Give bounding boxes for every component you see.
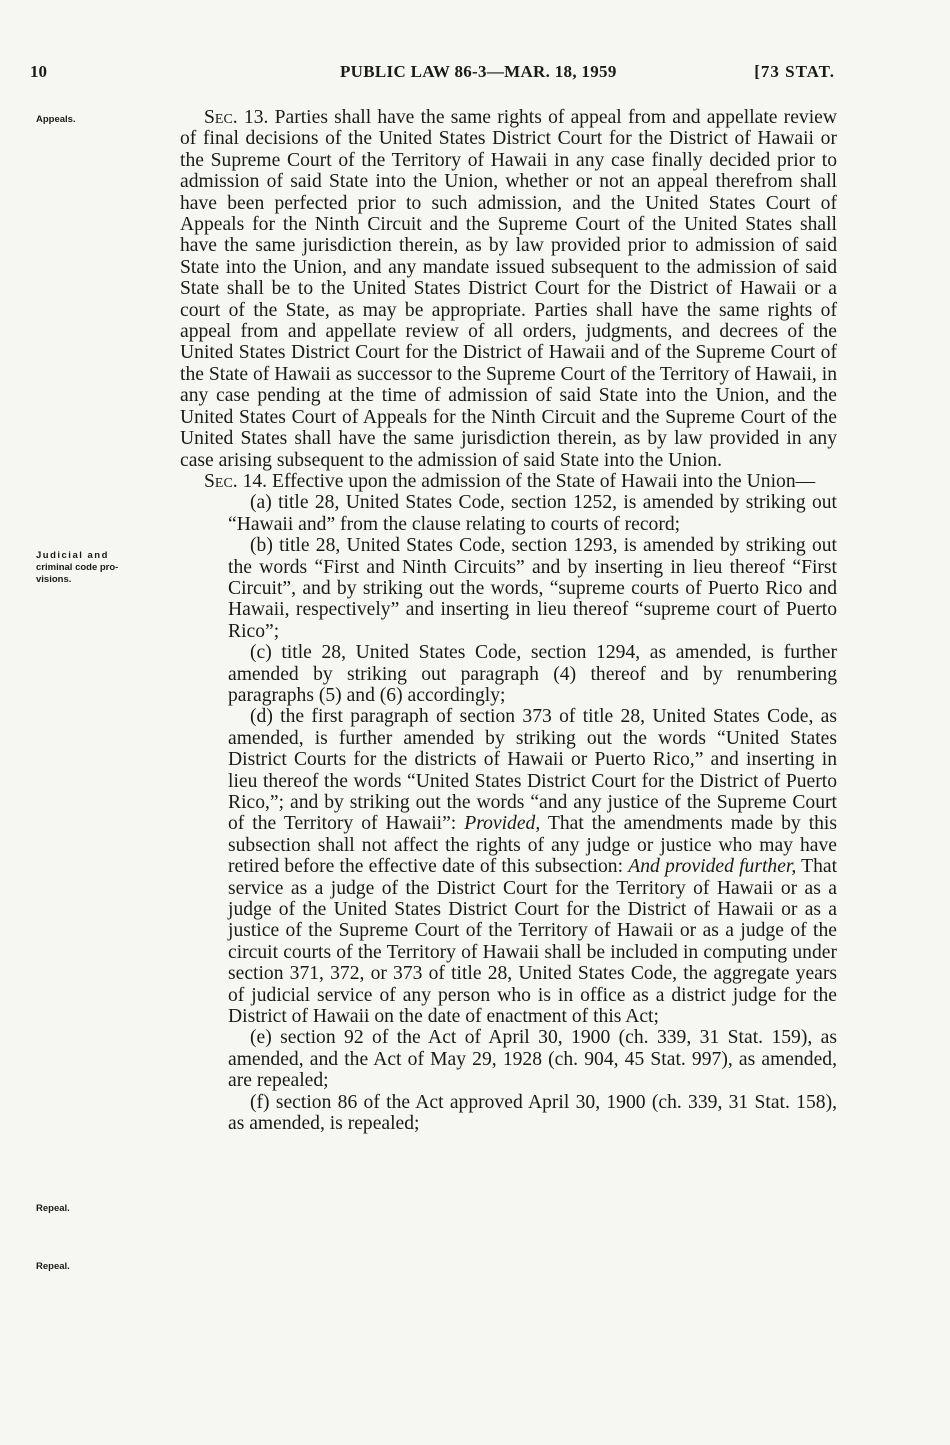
section-text: Parties shall have the same rights of appeal from and appellate review of final decisions of the United States District Court for the District of Hawaii or the Supreme Court of the Territory of Hawaii in any case finally decided prior to admission of said State into the Union, whether or not an appeal therefrom shall have been perfected prior to such admission, and the United States Court of Appeals for the Ninth Circuit and the Supreme Court of the United States shall have the same jurisdiction therein, as by law provided prior to admission of said State into the Union, and any mandate issued subsequent to the admission of said State shall be to the United States District Court for the District of Hawaii or a court of the State, as may be appropriate. Parties shall have the same rights of appeal from and appellate review of all orders, judgments, and decrees of the United States District Court for the District of Hawaii and of the Supreme Court of the State of Hawaii as successor to the Supreme Court of the Territory of Hawaii, in any case pending at the time of admission of said State into the Union, and the United States Court of Appeals for the Ninth Circuit and the Supreme Court of the United States shall have the same jurisdiction therein, as by law provided in any case arising subsequent to the admission of said State into the Union. — [180, 107, 837, 471]
proviso-label: And provided further, — [628, 856, 797, 878]
section-13 — [180, 107, 837, 471]
subsection-f: (f) section 86 of the Act approved April 30, 1900 (ch. 339, 31 Stat. 158), as amended, is repealed; — [228, 1091, 837, 1135]
margin-note-line: visions. — [36, 574, 72, 585]
running-title: PUBLIC LAW 86-3—MAR. 18, 1959 — [340, 62, 617, 81]
margin-note-repeal: Repeal. — [36, 1203, 70, 1214]
page-header — [30, 62, 835, 88]
page-number: 10 — [30, 62, 47, 81]
margin-note-appeals: Appeals. — [36, 114, 76, 125]
section-label: Sec. 13. — [204, 107, 269, 128]
body-text — [180, 107, 837, 1135]
section-14-intro — [180, 471, 837, 492]
margin-note-repeal: Repeal. — [36, 1261, 70, 1272]
section-label: Sec. 14. — [204, 470, 268, 492]
subsection-e: (e) section 92 of the Act of April 30, 1900 (ch. 339, 31 Stat. 159), as amended, and the Act of May 29, 1928 (ch. 904, 45 Stat. 997), as amended, are repealed; — [228, 1027, 837, 1092]
subsection-text: (d) the first paragraph of section 373 of title 28, United States Code, as amended, is further amended by striking out the words “United States District Courts for the districts of Hawaii or Puerto Rico,” and inserting in lieu thereof the words “United States District Court for the District of Puerto Rico,”; and by striking out the words “and any justice of the Supreme Court of the Territory of Hawaii”: — [228, 706, 837, 835]
subsection-b: (b) title 28, United States Code, section 1293, is amended by striking out the words “First and Ninth Circuits” and by inserting in lieu thereof “First Circuit”, and by striking out the words, “supreme courts of Puerto Rico and Hawaii, respectively” and inserting in lieu thereof “supreme court of Puerto Rico”; — [228, 535, 837, 642]
margin-note-line: Judicial and — [36, 550, 109, 561]
proviso-label: Provided, — [464, 813, 541, 835]
subsection-d — [228, 706, 837, 1027]
subsection-c: (c) title 28, United States Code, section 1294, as amended, is further amended by striking out paragraph (4) thereof and by renumbering paragraphs (5) and (6) accordingly; — [228, 642, 837, 706]
margin-note-line: criminal code pro- — [36, 562, 119, 573]
section-text: Effective upon the admission of the State of Hawaii into the Union— — [271, 470, 816, 492]
subsection-list — [180, 492, 837, 1134]
subsection-a: (a) title 28, United States Code, section 1252, is amended by striking out “Hawaii and” from the clause relating to courts of record; — [228, 492, 837, 535]
statute-reference: [73 STAT. — [754, 62, 835, 81]
subsection-text: That service as a judge of the District Court for the Territory of Hawaii or as a judge of the United States District Court for the District of Hawaii or as a justice of the Supreme Court of the Territory of Hawaii or as a judge of the circuit courts of the Territory of Hawaii shall be included in computing under section 371, 372, or 373 of title 28, United States Code, the aggregate years of judicial service of any person who is in office as a district judge for the District of Hawaii on the date of enactment of this Act; — [228, 856, 838, 1028]
subsection-text: That the amendments made by this subsection shall not affect the rights of any judge or justice who may have retired before the effective date of this subsection: — [228, 813, 838, 878]
margin-note-judicial — [36, 550, 176, 586]
